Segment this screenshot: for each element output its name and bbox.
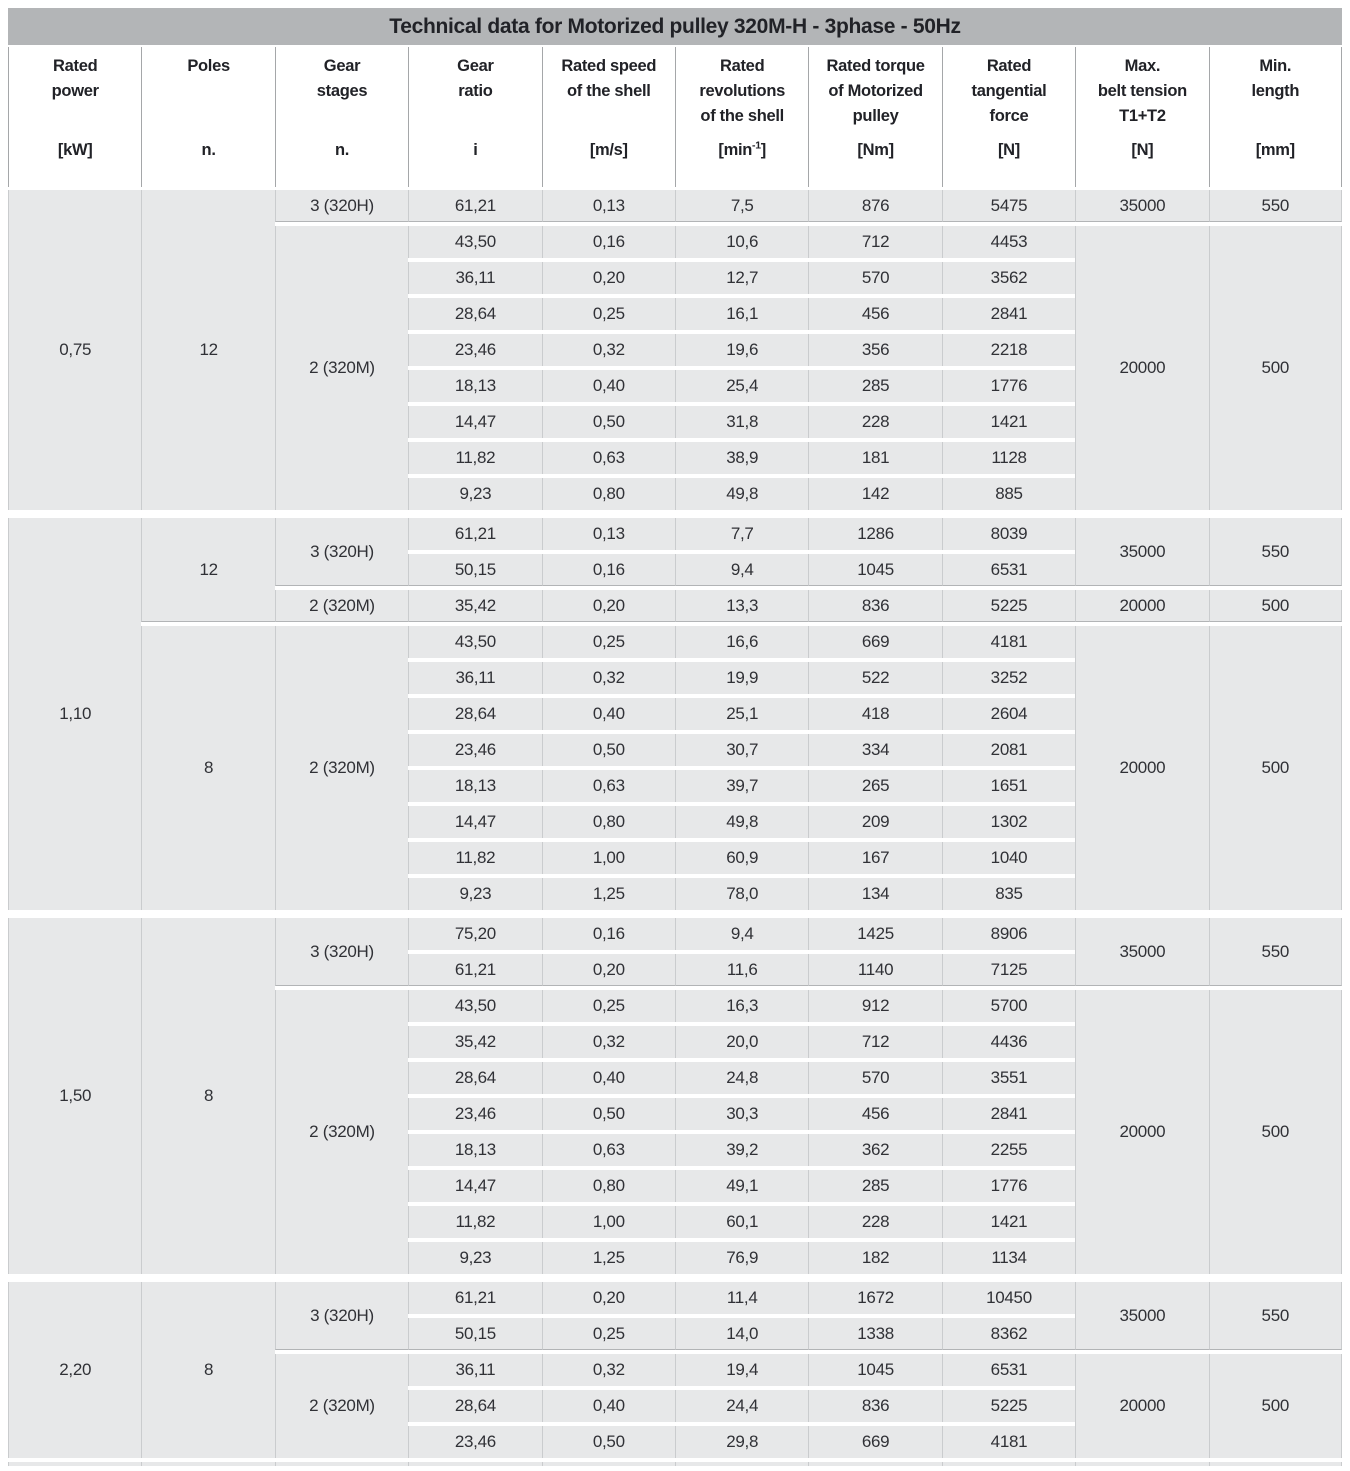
torque-cell: 456: [808, 298, 941, 330]
revolutions-cell: 39,7: [675, 770, 808, 802]
speed-cell: 0,32: [542, 1354, 675, 1386]
belt-tension-header-label: Max. belt tension T1+T2: [1097, 57, 1187, 125]
speed-cell: 0,50: [542, 1098, 675, 1130]
ratio-cell: 75,20: [408, 918, 541, 950]
ratio-cell: 28,64: [408, 298, 541, 330]
revolutions-cell: 12,7: [675, 262, 808, 294]
speed-cell: 0,50: [542, 734, 675, 766]
speed-cell: 0,25: [542, 626, 675, 658]
cutoff-row-sliver: [1209, 1462, 1342, 1466]
ratio-cell: 18,13: [408, 770, 541, 802]
force-cell: 2218: [942, 334, 1075, 366]
gear-stage-cell: 2 (320M): [275, 990, 408, 1274]
rated-power-header: [8, 47, 141, 187]
belt-tension-cell: 35000: [1075, 190, 1208, 222]
ratio-cell: 14,47: [408, 406, 541, 438]
poles-cell: 12: [141, 190, 274, 510]
revolutions-cell: 9,4: [675, 554, 808, 586]
torque-cell: 1672: [808, 1282, 941, 1314]
force-cell: 2604: [942, 698, 1075, 730]
speed-cell: 1,25: [542, 878, 675, 910]
torque-cell: 181: [808, 442, 941, 474]
rated-revolutions-header-label: Rated revolutions of the shell: [699, 57, 785, 125]
speed-cell: 0,80: [542, 1170, 675, 1202]
revolutions-cell: 49,1: [675, 1170, 808, 1202]
ratio-cell: 36,11: [408, 262, 541, 294]
torque-cell: 836: [808, 590, 941, 622]
torque-cell: 1338: [808, 1318, 941, 1350]
force-cell: 1776: [942, 1170, 1075, 1202]
cutoff-row-sliver: [408, 1462, 541, 1466]
revolutions-cell: 60,1: [675, 1206, 808, 1238]
rated-torque-header-label: Rated torque of Motorized pulley: [826, 57, 925, 125]
revolutions-cell: 19,6: [675, 334, 808, 366]
revolutions-cell: 30,3: [675, 1098, 808, 1130]
revolutions-cell: 11,4: [675, 1282, 808, 1314]
power-cell: 2,20: [8, 1282, 141, 1458]
rated-speed-header-label: Rated speed of the shell: [561, 57, 657, 100]
revolutions-cell: 29,8: [675, 1426, 808, 1458]
speed-cell: 0,40: [542, 1390, 675, 1422]
revolutions-cell: 78,0: [675, 878, 808, 910]
min-length-cell: 550: [1209, 190, 1342, 222]
force-cell: 2841: [942, 298, 1075, 330]
ratio-cell: 61,21: [408, 518, 541, 550]
tangential-force-header: [942, 47, 1075, 187]
ratio-cell: 11,82: [408, 842, 541, 874]
min-length-header: [1209, 47, 1342, 187]
ratio-cell: 43,50: [408, 626, 541, 658]
belt-tension-cell: 20000: [1075, 990, 1208, 1274]
torque-cell: 362: [808, 1134, 941, 1166]
belt-tension-cell: 20000: [1075, 226, 1208, 510]
speed-cell: 0,13: [542, 518, 675, 550]
torque-cell: 669: [808, 1426, 941, 1458]
speed-cell: 0,20: [542, 262, 675, 294]
ratio-cell: 11,82: [408, 442, 541, 474]
gear-stages-header-label: Gear stages: [316, 57, 368, 100]
torque-cell: 570: [808, 1062, 941, 1094]
gear-stage-cell: 3 (320H): [275, 190, 408, 222]
revolutions-cell: 13,3: [675, 590, 808, 622]
torque-cell: 209: [808, 806, 941, 838]
torque-cell: 334: [808, 734, 941, 766]
torque-cell: 228: [808, 406, 941, 438]
torque-cell: 456: [808, 1098, 941, 1130]
min-length-cell: 500: [1209, 590, 1342, 622]
min-length-cell: 500: [1209, 226, 1342, 510]
revolutions-cell: 19,9: [675, 662, 808, 694]
speed-cell: 0,25: [542, 298, 675, 330]
force-cell: 4453: [942, 226, 1075, 258]
min-length-header-unit: [mm]: [1255, 141, 1295, 160]
speed-cell: 0,32: [542, 662, 675, 694]
poles-cell: 8: [141, 1282, 274, 1458]
speed-cell: 0,25: [542, 990, 675, 1022]
ratio-cell: 28,64: [408, 1390, 541, 1422]
speed-cell: 0,80: [542, 806, 675, 838]
revolutions-cell: 10,6: [675, 226, 808, 258]
torque-cell: 356: [808, 334, 941, 366]
belt-tension-cell: 20000: [1075, 590, 1208, 622]
revolutions-cell: 16,3: [675, 990, 808, 1022]
speed-cell: 0,40: [542, 370, 675, 402]
force-cell: 5225: [942, 1390, 1075, 1422]
revolutions-cell: 7,7: [675, 518, 808, 550]
revolutions-cell: 11,6: [675, 954, 808, 986]
speed-cell: 0,20: [542, 1282, 675, 1314]
ratio-cell: 61,21: [408, 1282, 541, 1314]
torque-cell: 167: [808, 842, 941, 874]
speed-cell: 0,50: [542, 406, 675, 438]
torque-cell: 418: [808, 698, 941, 730]
rated-speed-header: [542, 47, 675, 187]
force-cell: 10450: [942, 1282, 1075, 1314]
torque-cell: 285: [808, 370, 941, 402]
torque-cell: 182: [808, 1242, 941, 1274]
force-cell: 8039: [942, 518, 1075, 550]
revolutions-cell: 7,5: [675, 190, 808, 222]
torque-cell: 570: [808, 262, 941, 294]
rated-torque-header-unit: [Nm]: [857, 141, 894, 160]
force-cell: 7125: [942, 954, 1075, 986]
speed-cell: 0,80: [542, 478, 675, 510]
revolutions-cell: 38,9: [675, 442, 808, 474]
tangential-force-header-label: Rated tangential force: [971, 57, 1047, 125]
torque-cell: 712: [808, 226, 941, 258]
speed-cell: 0,32: [542, 334, 675, 366]
ratio-cell: 9,23: [408, 478, 541, 510]
force-cell: 1421: [942, 1206, 1075, 1238]
gear-stage-cell: 3 (320H): [275, 518, 408, 586]
rated-revolutions-header: [675, 47, 808, 187]
force-cell: 5225: [942, 590, 1075, 622]
revolutions-cell: 24,8: [675, 1062, 808, 1094]
table-header-row: [8, 47, 1342, 187]
cutoff-row-sliver: [942, 1462, 1075, 1466]
ratio-cell: 14,47: [408, 806, 541, 838]
torque-cell: 134: [808, 878, 941, 910]
force-cell: 6531: [942, 1354, 1075, 1386]
belt-tension-cell: 35000: [1075, 518, 1208, 586]
torque-cell: 285: [808, 1170, 941, 1202]
speed-cell: 0,16: [542, 918, 675, 950]
belt-tension-cell: 20000: [1075, 1354, 1208, 1458]
speed-cell: 0,20: [542, 954, 675, 986]
torque-cell: 1140: [808, 954, 941, 986]
speed-cell: 1,25: [542, 1242, 675, 1274]
torque-cell: 1425: [808, 918, 941, 950]
belt-tension-header-unit: [N]: [1131, 141, 1154, 160]
poles-header: [141, 47, 274, 187]
min-length-cell: 500: [1209, 1354, 1342, 1458]
revolutions-cell: 39,2: [675, 1134, 808, 1166]
torque-cell: 836: [808, 1390, 941, 1422]
ratio-cell: 9,23: [408, 878, 541, 910]
revolutions-cell: 31,8: [675, 406, 808, 438]
ratio-cell: 14,47: [408, 1170, 541, 1202]
force-cell: 1776: [942, 370, 1075, 402]
cutoff-row-sliver: [675, 1462, 808, 1466]
revolutions-cell: 19,4: [675, 1354, 808, 1386]
gear-ratio-header-label: Gear ratio: [457, 57, 494, 100]
speed-cell: 0,63: [542, 770, 675, 802]
speed-cell: 0,25: [542, 1318, 675, 1350]
gear-stage-cell: 2 (320M): [275, 626, 408, 910]
cutoff-row-sliver: [808, 1462, 941, 1466]
revolutions-cell: 16,6: [675, 626, 808, 658]
force-cell: 4436: [942, 1026, 1075, 1058]
min-length-cell: 500: [1209, 990, 1342, 1274]
cutoff-row-sliver: [1075, 1462, 1208, 1466]
force-cell: 1040: [942, 842, 1075, 874]
torque-cell: 876: [808, 190, 941, 222]
rated-revolutions-header-unit: $[\min^{-1}]$: [718, 139, 766, 160]
force-cell: 1651: [942, 770, 1075, 802]
power-cell: 1,10: [8, 518, 141, 910]
ratio-cell: 36,11: [408, 662, 541, 694]
cutoff-row-sliver: [8, 1462, 141, 1466]
revolutions-cell: 14,0: [675, 1318, 808, 1350]
rated-power-header-unit: [kW]: [57, 141, 93, 160]
min-length-cell: 550: [1209, 518, 1342, 586]
torque-cell: 142: [808, 478, 941, 510]
speed-cell: 0,16: [542, 226, 675, 258]
rated-speed-header-unit: [m/s]: [589, 141, 628, 160]
speed-cell: 0,63: [542, 1134, 675, 1166]
poles-cell: 8: [141, 918, 274, 1274]
belt-tension-cell: 35000: [1075, 1282, 1208, 1350]
gear-stage-cell: 3 (320H): [275, 1282, 408, 1350]
gear-stage-cell: 2 (320M): [275, 226, 408, 510]
force-cell: 1302: [942, 806, 1075, 838]
force-cell: 1128: [942, 442, 1075, 474]
ratio-cell: 23,46: [408, 734, 541, 766]
force-cell: 5700: [942, 990, 1075, 1022]
revolutions-cell: 30,7: [675, 734, 808, 766]
revolutions-cell: 24,4: [675, 1390, 808, 1422]
revolutions-cell: 49,8: [675, 806, 808, 838]
revolutions-cell: 76,9: [675, 1242, 808, 1274]
force-cell: 1421: [942, 406, 1075, 438]
technical-data-table: [8, 190, 1342, 1466]
force-cell: 4181: [942, 1426, 1075, 1458]
ratio-cell: 43,50: [408, 226, 541, 258]
revolutions-cell: 20,0: [675, 1026, 808, 1058]
speed-cell: 0,16: [542, 554, 675, 586]
min-length-cell: 550: [1209, 1282, 1342, 1350]
min-length-header-label: Min. length: [1251, 57, 1300, 100]
gear-stage-cell: 2 (320M): [275, 590, 408, 622]
torque-cell: 912: [808, 990, 941, 1022]
force-cell: 3562: [942, 262, 1075, 294]
ratio-cell: 50,15: [408, 554, 541, 586]
force-cell: 1134: [942, 1242, 1075, 1274]
gear-stage-cell: 3 (320H): [275, 918, 408, 986]
revolutions-cell: 16,1: [675, 298, 808, 330]
poles-header-label: Poles: [187, 57, 230, 75]
tangential-force-header-unit: [N]: [997, 141, 1020, 160]
ratio-cell: 36,11: [408, 1354, 541, 1386]
force-cell: 3252: [942, 662, 1075, 694]
ratio-cell: 61,21: [408, 954, 541, 986]
belt-tension-cell: 35000: [1075, 918, 1208, 986]
force-cell: 8362: [942, 1318, 1075, 1350]
cutoff-row-sliver: [275, 1462, 408, 1466]
revolutions-cell: 49,8: [675, 478, 808, 510]
force-cell: 3551: [942, 1062, 1075, 1094]
ratio-cell: 23,46: [408, 334, 541, 366]
poles-cell: 12: [141, 518, 274, 622]
ratio-cell: 18,13: [408, 1134, 541, 1166]
power-cell: 1,50: [8, 918, 141, 1274]
ratio-cell: 23,46: [408, 1098, 541, 1130]
cutoff-row-sliver: [542, 1462, 675, 1466]
force-cell: 885: [942, 478, 1075, 510]
belt-tension-header: [1075, 47, 1208, 187]
force-cell: 2841: [942, 1098, 1075, 1130]
speed-cell: 0,63: [542, 442, 675, 474]
ratio-cell: 43,50: [408, 990, 541, 1022]
torque-cell: 228: [808, 1206, 941, 1238]
poles-cell: 8: [141, 626, 274, 910]
gear-ratio-header-unit: i: [473, 141, 478, 160]
force-cell: 6531: [942, 554, 1075, 586]
poles-header-unit: n.: [201, 141, 216, 160]
ratio-cell: 50,15: [408, 1318, 541, 1350]
speed-cell: 1,00: [542, 1206, 675, 1238]
speed-cell: 0,40: [542, 698, 675, 730]
power-cell: 0,75: [8, 190, 141, 510]
revolutions-cell: 25,4: [675, 370, 808, 402]
force-cell: 8906: [942, 918, 1075, 950]
force-cell: 2255: [942, 1134, 1075, 1166]
torque-cell: 265: [808, 770, 941, 802]
speed-cell: 0,13: [542, 190, 675, 222]
gear-ratio-header: [408, 47, 541, 187]
force-cell: 5475: [942, 190, 1075, 222]
revolutions-cell: 9,4: [675, 918, 808, 950]
ratio-cell: 18,13: [408, 370, 541, 402]
gear-stage-cell: 2 (320M): [275, 1354, 408, 1458]
torque-cell: 1045: [808, 554, 941, 586]
revolutions-cell: 25,1: [675, 698, 808, 730]
ratio-cell: 28,64: [408, 1062, 541, 1094]
belt-tension-cell: 20000: [1075, 626, 1208, 910]
rated-torque-header: [808, 47, 941, 187]
min-length-cell: 500: [1209, 626, 1342, 910]
force-cell: 835: [942, 878, 1075, 910]
min-length-cell: 550: [1209, 918, 1342, 986]
ratio-cell: 35,42: [408, 1026, 541, 1058]
torque-cell: 712: [808, 1026, 941, 1058]
table-title-bar: [8, 8, 1342, 45]
torque-cell: 522: [808, 662, 941, 694]
torque-cell: 1045: [808, 1354, 941, 1386]
speed-cell: 1,00: [542, 842, 675, 874]
ratio-cell: 23,46: [408, 1426, 541, 1458]
gear-stages-header-unit: n.: [334, 141, 350, 160]
gear-stages-header: [275, 47, 408, 187]
revolutions-cell: 60,9: [675, 842, 808, 874]
torque-cell: 669: [808, 626, 941, 658]
cutoff-row-sliver: [141, 1462, 274, 1466]
speed-cell: 0,20: [542, 590, 675, 622]
table-title: Technical data for Motorized pulley 320M-H - 3phase - 50Hz: [389, 14, 961, 38]
ratio-cell: 35,42: [408, 590, 541, 622]
speed-cell: 0,50: [542, 1426, 675, 1458]
rated-power-header-label: Rated power: [51, 57, 99, 100]
ratio-cell: 28,64: [408, 698, 541, 730]
ratio-cell: 11,82: [408, 1206, 541, 1238]
ratio-cell: 9,23: [408, 1242, 541, 1274]
speed-cell: 0,40: [542, 1062, 675, 1094]
torque-cell: 1286: [808, 518, 941, 550]
ratio-cell: 61,21: [408, 190, 541, 222]
speed-cell: 0,32: [542, 1026, 675, 1058]
force-cell: 4181: [942, 626, 1075, 658]
force-cell: 2081: [942, 734, 1075, 766]
